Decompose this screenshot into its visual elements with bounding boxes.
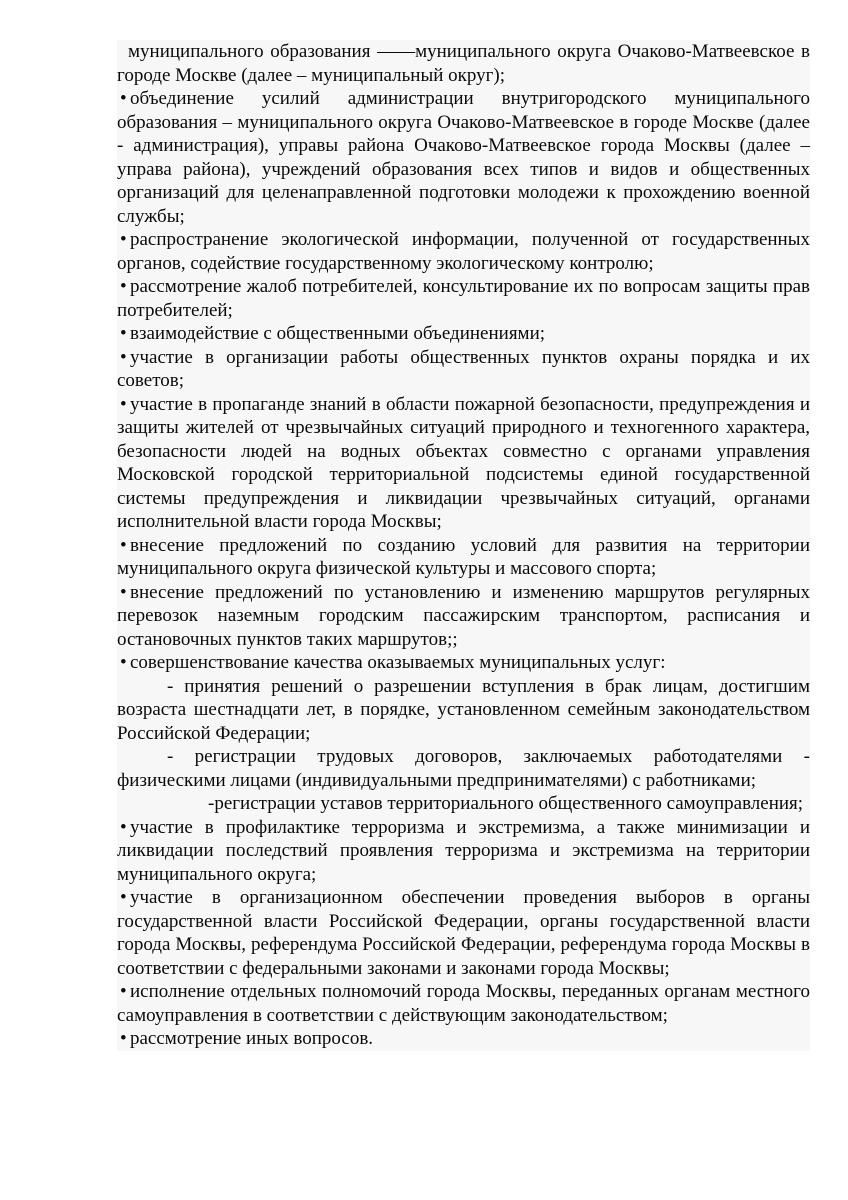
list-item: • участие в пропаганде знаний в области пожарной безопасности, предупреждения и защиты жителей от чрезвычайных ситуаций природного и техногенного характера, безопасности людей на водных объектах совместно с органами управления Московской городской территориальной подсистемы единой государственной системы предупреждения и ликвидации чрезвычайных ситуаций, органами исполнительной власти города Москвы; xyxy=(117,393,810,532)
paragraph: муниципального образования ——муниципального округа Очаково-Матвеевское в городе Москве (далее – муниципальный округ); xyxy=(117,41,810,86)
list-item: • рассмотрение иных вопросов. xyxy=(120,1028,374,1049)
bullet-icon: • xyxy=(120,323,127,344)
document-body xyxy=(117,40,810,1051)
paragraph: - регистрации трудовых договоров, заключаемых работодателями - физическими лицами (индивидуальными предпринимателями) с работниками; xyxy=(117,746,810,791)
list-item: • объединение усилий администрации внутригородского муниципального образования – муниципального округа Очаково-Матвеевское в городе Москве (далее - администрация), управы района Очаково-Матвеевское города Москвы (далее – управа района), учреждений образования всех типов и видов и общественных организаций для целенаправленной подготовки молодежи к прохождению военной службы; xyxy=(117,88,810,227)
bullet-icon: • xyxy=(120,981,127,1002)
bullet-icon: • xyxy=(120,534,127,556)
bullet-icon: • xyxy=(120,1028,127,1049)
bullet-icon: • xyxy=(120,229,127,250)
paragraph: - принятия решений о разрешении вступления в брак лицам, достигшим возраста шестнадцати лет, в порядке, установленном семейным законодательством Российской Федерации; xyxy=(117,675,810,744)
bullet-icon: • xyxy=(120,887,127,908)
bullet-icon: • xyxy=(120,652,127,673)
list-item: • участие в профилактике терроризма и экстремизма, а также минимизации и ликвидации последствий проявления терроризма и экстремизма на территории муниципального округа; xyxy=(117,816,810,885)
list-item: • участие в организации работы общественных пунктов охраны порядка и их советов; xyxy=(117,346,810,391)
list-item: • исполнение отдельных полномочий города Москвы, переданных органам местного самоуправления в соответствии с действующим законодательством; xyxy=(117,981,810,1026)
bullet-icon: • xyxy=(120,88,127,109)
list-item: • участие в организационном обеспечении проведения выборов в органы государственной власти Российской Федерации, органы государственной власти города Москвы, референдума Российской Федерации, референдума города Москвы в соответствии с федеральными законами и законами города Москвы; xyxy=(117,887,810,979)
list-item: • взаимодействие с общественными объединениями; xyxy=(120,323,546,344)
list-item: • рассмотрение жалоб потребителей, консультирование их по вопросам защиты прав потребителей; xyxy=(117,276,810,321)
list-item: • внесение предложений по установлению и изменению маршрутов регулярных перевозок наземным городским пассажирским транспортом, расписания и остановочных пунктов таких маршрутов;; xyxy=(117,581,810,650)
bullet-icon: • xyxy=(120,816,127,838)
bullet-icon: • xyxy=(120,393,127,415)
list-item: • внесение предложений по созданию условий для развития на территории муниципального округа физической культуры и массового спорта; xyxy=(117,534,810,579)
list-item: • распространение экологической информации, полученной от государственных органов, содействие государственному экологическому контролю; xyxy=(117,229,810,274)
list-item: • совершенствование качества оказываемых муниципальных услуг: xyxy=(120,652,666,673)
bullet-icon: • xyxy=(120,346,127,368)
bullet-icon: • xyxy=(120,276,127,297)
paragraph: -регистрации уставов территориального общественного самоуправления; xyxy=(208,793,804,814)
bullet-icon: • xyxy=(120,581,127,603)
